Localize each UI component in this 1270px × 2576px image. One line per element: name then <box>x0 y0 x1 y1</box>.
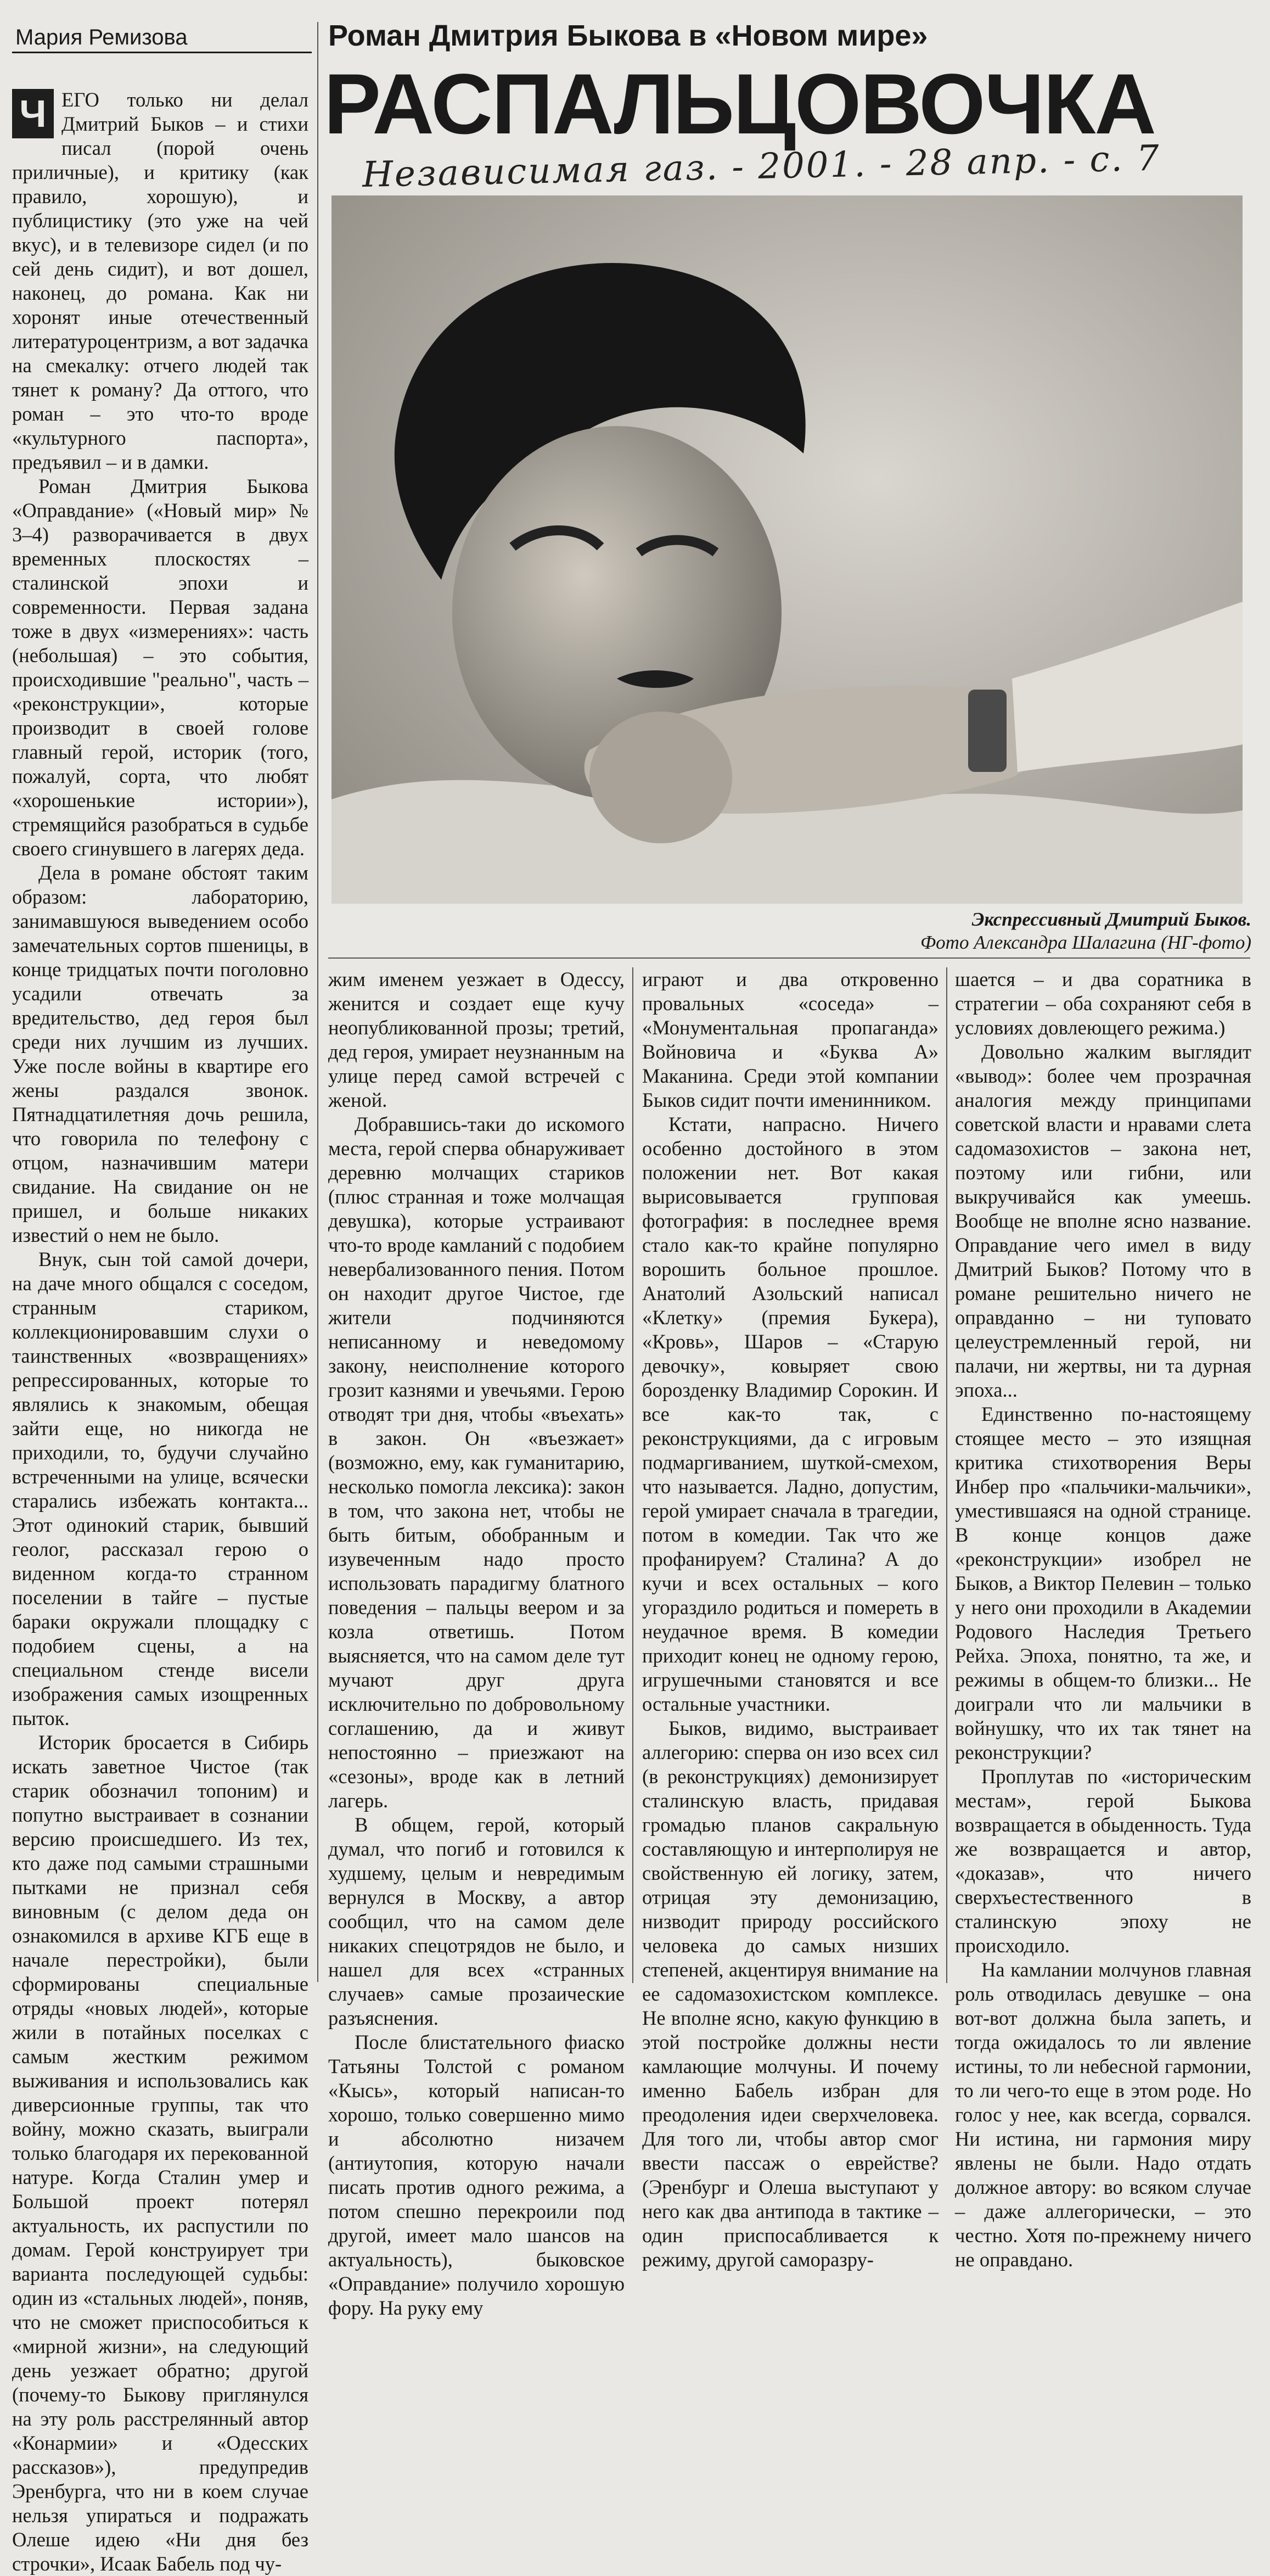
paragraph: Быков, видимо, выстраивает аллегорию: сперва он изо всех сил (в реконструкциях) демонизирует сталинскую власть, придавая громадью планов сакральную составляющую и интерполируя не свойственную ей логику, затем, отрицая эту демонизацию, низводит природу российского человека до самых низших степеней, акцентируя внимание на ее садомазохистском комплексе. Не вполне ясно, какую функцию в этой постройке должны нести камлающие молчуны. И почему именно Бабель избран для преодоления идеи сверхчеловека. Для того ли, чтобы автор смог ввести пассаж о еврействе? (Эренбург и Олеша выступают у него как два антипода в тактике – один приспосабливается к режиму, другой саморазру- <box>642 1717 939 2271</box>
handwritten-note: Независимая газ. - 2001. - 28 апр. - с. 7 <box>362 138 1161 195</box>
paragraph: На камлании молчунов главная роль отводилась девушке – она вот-вот должна была запеть, и тогда ожидалось то ли явление истины, то ли небесной гармонии, то ли чего-то еще в этом роде. Но голос у нее, как всегда, сорвался. Ни истина, ни гармония миру явлены не были. Надо отдать должное автору: во всяком случае – даже аллегорически, – это честно. Хотя по-прежнему ничего не оправдано. <box>955 1958 1251 2271</box>
caption-line-2: Фото Александра Шалагина (НГ-фото) <box>920 932 1251 953</box>
article-column-1 <box>12 88 308 2575</box>
column-rule <box>632 967 633 1983</box>
article-column-3 <box>642 967 939 2271</box>
paragraph: Единственно по-настоящему стоящее место – это изящная критика стихотворения Веры Инбер про «пальчики-мальчики», уместившаяся на одной странице. В конце концов даже «реконструкции» изобрел не Быков, а Виктор Пелевин – только у него они проходили в Академии Родового Наследия Третьего Рейха. Эпоха, понятно, та же, и режимы в общем-то близки... Не доиграли что ли мальчики в войнушку, что их так тянет на реконструкции? <box>955 1403 1251 1763</box>
kicker: Роман Дмитрия Быкова в «Новом мире» <box>328 19 928 52</box>
paragraph: играют и два откровенно провальных «соседа» – «Монументальная пропаганда» Войновича и «Буква А» Маканина. Среди этой компании Быков сидит почти именинником. <box>642 968 939 1111</box>
paragraph: Довольно жалким выглядит «вывод»: более чем прозрачная аналогия между принципами советской власти и нравами слета садомазохистов – закона нет, поэтому или гибни, или выкручивайся как умеешь. Вообще не вполне ясно название. Оправдание чего имел в виду Дмитрий Быков? Потому что в романе решительно ничего не оправданно – ни туповато целеустремленный герой, ни палачи, ни жертвы, ни та дурная эпоха... <box>955 1040 1251 1401</box>
article-column-4 <box>955 967 1251 2271</box>
photo-caption <box>768 908 1251 954</box>
photo-illustration <box>331 195 1243 904</box>
paragraph: Дела в романе обстоят таким образом: лабораторию, занимавшуюся выведением особо замечательных сортов пшеницы, в конце тридцатых почти поголовно усадили отвечать за вредительство, дед героя был среди них лучшим из лучших. Уже после войны в квартире его жены раздался звонок. Пятнадцатилетняя дочь решила, что говорила по телефону с отцом, назначившим матери свидание. На свидание он не пришел, и больше никаких известий о нем не было. <box>12 861 308 1246</box>
paragraph: шается – и два соратника в стратегии – оба сохраняют себя в условиях довлеющего режима.) <box>955 968 1251 1039</box>
article-column-2 <box>328 967 625 2319</box>
paragraph: Историк бросается в Сибирь искать заветное Чистое (так старик обозначил топоним) и попутно выстраивает в сознании версию происшедшего. Из тех, кто даже под самыми страшными пытками не признал себя виновным (с делом деда он ознакомился в архиве КГБ еще в начале перестройки), были сформированы специальные отряды «новых людей», которые жили в потайных поселках с самым жестким режимом выживания и использовались как диверсионные группы, так что войну, можно сказать, выиграли только благодаря их перекованной натуре. Когда Сталин умер и Большой проект потерял актуальность, их распустили по домам. Герой конструирует три варианта последующей судьбы: один из «стальных людей», поняв, что не сможет приспособиться к «мирной жизни», на следующий день уезжает обратно; другой (почему-то Быкову приглянулся на эту роль расстрелянный автор «Конармии» и «Одесских рассказов»), предупредив Эренбурга, что ни в коем случае нельзя упираться и подражать Олеше идею «Ни дня без строчки», Исаак Бабель под чу- <box>12 1731 308 2575</box>
column-rule <box>317 22 318 1982</box>
paragraph: Роман Дмитрия Быкова «Оправдание» («Новый мир» № 3–4) разворачивается в двух временных плоскостях – сталинской эпохи и современности. Первая задана тоже в двух «измерениях»: часть (небольшая) – это события, происходившие "реально", часть – «реконструкции», которые производит в своей голове главный герой, историк (того, пожалуй, сорта, что любят «хорошенькие истории»), стремящийся разобраться в судьбе своего сгинувшего в лагерях деда. <box>12 475 308 860</box>
paragraph: После блистательного фиаско Татьяны Толстой с романом «Кысь», который написан-то хорошо, только совершенно мимо и абсолютно низачем (антиутопия, которую начали писать против одного режима, а потом спешно перекроили под другой, имеет мало шансов на актуальность), быковское «Оправдание» получило хорошую фору. На руку ему <box>328 2031 625 2319</box>
section-rule <box>328 957 1250 959</box>
column-rule <box>946 967 947 1983</box>
author-photo <box>331 195 1243 904</box>
caption-line-1: Экспрессивный Дмитрий Быков. <box>971 909 1251 930</box>
paragraph: Кстати, напрасно. Ничего особенно достойного в этом положении нет. Вот какая вырисовывается групповая фотография: в последнее время стало как-то крайне популярно ворошить больное прошлое. Анатолий Азольский написал «Клетку» (премия Букера), «Кровь», Шаров – «Старую девочку», ковыряет свою борозденку Владимир Сорокин. И все как-то так, с реконструкциями, да с игровым подмаргиванием, шуткой-смехом, что называется. Ладно, допустим, герой умирает сначала в трагедии, потом в комедии. Так что же профанируем? Сталина? А до кучи и всех остальных – кого угораздило родиться и помереть в неудачное время. В комедии приходит конец не одному герою, игрушечными становятся и все остальные участники. <box>642 1113 939 1715</box>
author-byline: Мария Ремизова <box>12 23 312 53</box>
paragraph: Ч ЕГО только ни делал Дмитрий Быков – и стихи писал (порой очень приличные), и критику (как правило, хорошую), и публицистику (это уже на чей вкус), и в телевизоре сидел (и по сей день сидит), и вот дошел, наконец, до романа. Как ни хоронят иные отечественный литературоцентризм, а вот задачка на смекалку: отчего людей так тянет к роману? Да оттого, что роман – это что-то вроде «культурного паспорта», предъявил – и в дамки. <box>12 88 308 473</box>
paragraph: В общем, герой, который думал, что погиб и готовился к худшему, целым и невредимым вернулся в Москву, а автор сообщил, что на самом деле никаких спецотрядов не было, и нашел для всех «странных случаев» самые прозаические разъяснения. <box>328 1813 625 2029</box>
paragraph: Добравшись-таки до искомого места, герой сперва обнаруживает деревню молчащих стариков (плюс странная и тоже молчащая девушка), которые устраивают что-то вроде камланий с подобием невербализованного пения. Потом он находит другое Чистое, где жители подчиняются неписанному и неведомому закону, неисполнение которого грозит казнями и увечьями. Герою отводят три дня, чтобы «въехать» в закон. Он «въезжает» (возможно, ему, как гуманитарию, несколько помогла лексика): закон в том, что закона нет, чтобы не быть битым, обобранным и изувеченным надо просто использовать парадигму блатного поведения – пальцы веером и за козла ответишь. Потом выясняется, что на самом деле тут мучают друг друга исключительно по добровольному соглашению, да и живут непостоянно – приезжают на «сезоны», вроде как в летний лагерь. <box>328 1113 625 1812</box>
paragraph: жим именем уезжает в Одессу, женится и создает еще кучу неопубликованной прозы; третий, дед героя, умирает неузнанным на улице перед самой встречей с женой. <box>328 968 625 1111</box>
paragraph: Проплутав по «историческим местам», герой Быкова возвращается в обыденность. Туда же возвращается и автор, «доказав», что ничего сверхъестественного в сталинскую эпоху не происходило. <box>955 1765 1251 1957</box>
drop-cap: Ч <box>12 89 54 138</box>
paragraph: Внук, сын той самой дочери, на даче много общался с соседом, странным стариком, коллекционировавшим слухи о таинственных «возвращениях» репрессированных, которые то являлись к знакомым, обещая зайти еще, но никогда не приходили, то, будучи случайно встреченными на улице, всячески старались избежать контакта... Этот одинокий старик, бывший геолог, рассказал герою о виденном когда-то странном поселении в тайге – пустые бараки окружали площадку с подобием сцены, а на специальном стенде висели изображения самых изощренных пыток. <box>12 1248 308 1729</box>
headline: РАСПАЛЬЦОВОЧКА <box>324 57 1155 152</box>
